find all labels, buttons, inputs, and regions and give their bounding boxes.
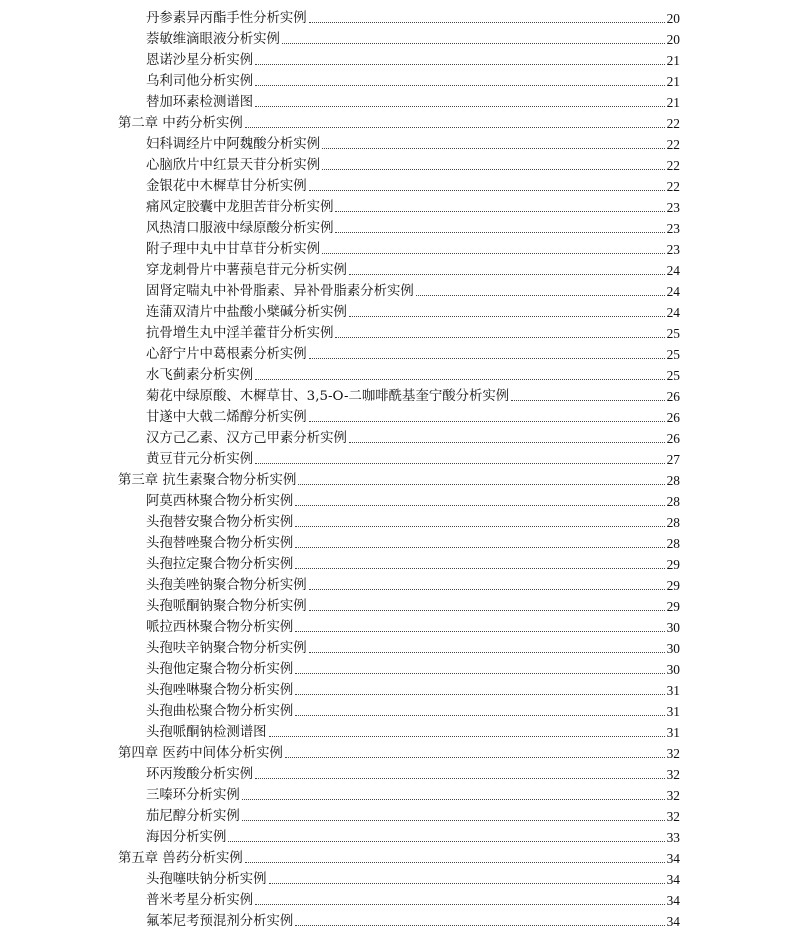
dot-leader (309, 589, 665, 590)
toc-item-row[interactable] (146, 888, 680, 909)
toc-page-number: 28 (666, 515, 680, 530)
toc-item-row[interactable] (146, 363, 680, 384)
toc-page-number: 30 (666, 620, 680, 635)
toc-page-number: 23 (666, 242, 680, 257)
toc-entry-title: 菊花中绿原酸、木樨草甘、3,5-O-二咖啡酰基奎宁酸分析实例 (146, 389, 510, 404)
toc-item-row[interactable] (146, 510, 680, 531)
dot-leader (309, 652, 665, 653)
toc-entry-title: 头孢曲松聚合物分析实例 (146, 704, 294, 719)
toc-item-row[interactable] (146, 573, 680, 594)
dot-leader (349, 316, 665, 317)
toc-item-row[interactable] (146, 6, 680, 27)
toc-page-number: 29 (666, 578, 680, 593)
toc-page-number: 32 (666, 788, 680, 803)
dot-leader (511, 400, 664, 401)
toc-item-row[interactable] (146, 384, 680, 405)
toc-item-row[interactable] (146, 636, 680, 657)
toc-entry-title: 阿莫西林聚合物分析实例 (146, 494, 294, 509)
toc-page-number: 31 (666, 704, 680, 719)
toc-item-row[interactable] (146, 321, 680, 342)
toc-item-row[interactable] (146, 804, 680, 825)
dot-leader (255, 778, 664, 779)
dot-leader (349, 274, 665, 275)
toc-entry-title: 头孢他定聚合物分析实例 (146, 662, 294, 677)
toc-page-number: 22 (666, 137, 680, 152)
toc-item-row[interactable] (146, 48, 680, 69)
dot-leader (295, 631, 664, 632)
toc-item-row[interactable] (146, 405, 680, 426)
toc-entry-title: 头孢美唑钠聚合物分析实例 (146, 578, 307, 593)
toc-item-row[interactable] (146, 531, 680, 552)
toc-item-row[interactable] (146, 867, 680, 888)
dot-leader (335, 211, 664, 212)
toc-item-row[interactable] (146, 489, 680, 510)
toc-entry-title: 附子理中丸中甘草苷分析实例 (146, 242, 321, 257)
toc-entry-title: 头孢唑啉聚合物分析实例 (146, 683, 294, 698)
toc-entry-title: 哌拉西林聚合物分析实例 (146, 620, 294, 635)
toc-entry-title: 头孢呋辛钠聚合物分析实例 (146, 641, 307, 656)
toc-item-row[interactable] (146, 825, 680, 846)
toc-chapter-row[interactable] (118, 846, 680, 867)
toc-entry-title: 黄豆苷元分析实例 (146, 452, 254, 467)
toc-entry-title: 第二章 中药分析实例 (118, 116, 243, 131)
toc-page-number: 21 (666, 95, 680, 110)
toc-entry-title: 金银花中木樨草甘分析实例 (146, 179, 307, 194)
toc-entry-title: 头孢替唑聚合物分析实例 (146, 536, 294, 551)
toc-item-row[interactable] (146, 69, 680, 90)
toc-item-row[interactable] (146, 762, 680, 783)
toc-entry-title: 头孢噻呋钠分析实例 (146, 872, 267, 887)
dot-leader (295, 526, 664, 527)
table-of-contents (0, 6, 800, 930)
toc-page-number: 22 (666, 116, 680, 131)
toc-page-number: 30 (666, 641, 680, 656)
toc-page-number: 24 (666, 263, 680, 278)
dot-leader (269, 883, 665, 884)
dot-leader (309, 610, 665, 611)
toc-entry-title: 心脑欣片中红景天苷分析实例 (146, 158, 321, 173)
toc-item-row[interactable] (146, 909, 680, 930)
dot-leader (416, 295, 665, 296)
toc-entry-title: 痛风定胶囊中龙胆苦苷分析实例 (146, 200, 334, 215)
toc-page-number: 33 (666, 830, 680, 845)
toc-item-row[interactable] (146, 153, 680, 174)
toc-chapter-row[interactable] (118, 741, 680, 762)
toc-page-number: 32 (666, 746, 680, 761)
dot-leader (295, 505, 664, 506)
toc-item-row[interactable] (146, 300, 680, 321)
toc-entry-title: 第五章 兽药分析实例 (118, 851, 243, 866)
toc-page-number: 29 (666, 557, 680, 572)
toc-page-number: 23 (666, 200, 680, 215)
dot-leader (245, 127, 665, 128)
toc-entry-title: 头孢替安聚合物分析实例 (146, 515, 294, 530)
dot-leader (255, 904, 664, 905)
toc-entry-title: 茄尼醇分析实例 (146, 809, 240, 824)
toc-page-number: 25 (666, 347, 680, 362)
dot-leader (228, 841, 664, 842)
toc-item-row[interactable] (146, 426, 680, 447)
toc-item-row[interactable] (146, 27, 680, 48)
toc-page-number: 34 (666, 851, 680, 866)
toc-item-row[interactable] (146, 174, 680, 195)
dot-leader (322, 148, 665, 149)
toc-entry-title: 水飞蓟素分析实例 (146, 368, 254, 383)
toc-entry-title: 固肾定喘丸中补骨脂素、异补骨脂素分析实例 (146, 284, 414, 299)
toc-entry-title: 恩诺沙星分析实例 (146, 53, 254, 68)
toc-entry-title: 头孢拉定聚合物分析实例 (146, 557, 294, 572)
toc-entry-title: 萘敏维滴眼液分析实例 (146, 32, 280, 47)
toc-item-row[interactable] (146, 657, 680, 678)
toc-page-number: 31 (666, 725, 680, 740)
toc-entry-title: 穿龙刺骨片中薯蓣皂苷元分析实例 (146, 263, 347, 278)
toc-item-row[interactable] (146, 195, 680, 216)
toc-entry-title: 第四章 医药中间体分析实例 (118, 746, 283, 761)
toc-page-number: 26 (666, 389, 680, 404)
toc-entry-title: 第三章 抗生素聚合物分析实例 (118, 473, 297, 488)
dot-leader (335, 337, 664, 338)
toc-page-number: 22 (666, 179, 680, 194)
toc-item-row[interactable] (146, 279, 680, 300)
toc-page-number: 23 (666, 221, 680, 236)
dot-leader (322, 169, 665, 170)
toc-page-number: 25 (666, 326, 680, 341)
toc-page-number: 20 (666, 32, 680, 47)
toc-entry-title: 头孢哌酮钠检测谱图 (146, 725, 267, 740)
dot-leader (255, 106, 664, 107)
toc-entry-title: 海因分析实例 (146, 830, 227, 845)
toc-page-number: 28 (666, 473, 680, 488)
toc-item-row[interactable] (146, 216, 680, 237)
dot-leader (255, 463, 664, 464)
dot-leader (255, 64, 664, 65)
toc-page-number: 25 (666, 368, 680, 383)
toc-entry-title: 氟苯尼考预混剂分析实例 (146, 914, 294, 929)
toc-page-number: 32 (666, 809, 680, 824)
toc-chapter-row[interactable] (118, 468, 680, 489)
toc-entry-title: 风热清口服液中绿原酸分析实例 (146, 221, 334, 236)
toc-page-number: 34 (666, 872, 680, 887)
toc-page-number: 34 (666, 914, 680, 929)
dot-leader (282, 43, 665, 44)
dot-leader (295, 568, 664, 569)
toc-entry-title: 头孢哌酮钠聚合物分析实例 (146, 599, 307, 614)
dot-leader (295, 715, 664, 716)
toc-page-number: 30 (666, 662, 680, 677)
toc-entry-title: 心舒宁片中葛根素分析实例 (146, 347, 307, 362)
toc-item-row[interactable] (146, 699, 680, 720)
dot-leader (309, 22, 665, 23)
toc-page-number: 24 (666, 305, 680, 320)
toc-page-number: 21 (666, 74, 680, 89)
toc-page-number: 32 (666, 767, 680, 782)
toc-entry-title: 普米考星分析实例 (146, 893, 254, 908)
toc-item-row[interactable] (146, 342, 680, 363)
toc-item-row[interactable] (146, 783, 680, 804)
dot-leader (335, 232, 664, 233)
dot-leader (309, 190, 665, 191)
dot-leader (242, 799, 665, 800)
toc-item-row[interactable] (146, 720, 680, 741)
toc-item-row[interactable] (146, 615, 680, 636)
dot-leader (295, 547, 664, 548)
toc-page-number: 24 (666, 284, 680, 299)
toc-item-row[interactable] (146, 90, 680, 111)
dot-leader (309, 358, 665, 359)
dot-leader (309, 421, 665, 422)
toc-page-number: 21 (666, 53, 680, 68)
toc-entry-title: 三嗪环分析实例 (146, 788, 240, 803)
toc-entry-title: 环丙羧酸分析实例 (146, 767, 254, 782)
toc-page-number: 28 (666, 536, 680, 551)
dot-leader (285, 757, 665, 758)
dot-leader (255, 85, 664, 86)
dot-leader (245, 862, 665, 863)
toc-page-number: 20 (666, 11, 680, 26)
dot-leader (298, 484, 664, 485)
toc-entry-title: 抗骨增生丸中淫羊藿苷分析实例 (146, 326, 334, 341)
dot-leader (349, 442, 665, 443)
dot-leader (255, 379, 664, 380)
toc-page-number: 28 (666, 494, 680, 509)
toc-entry-title: 妇科调经片中阿魏酸分析实例 (146, 137, 321, 152)
toc-page-number: 27 (666, 452, 680, 467)
dot-leader (269, 736, 665, 737)
toc-chapter-row[interactable] (118, 111, 680, 132)
dot-leader (295, 673, 664, 674)
dot-leader (322, 253, 665, 254)
dot-leader (242, 820, 665, 821)
toc-entry-title: 乌利司他分析实例 (146, 74, 254, 89)
toc-page-number: 31 (666, 683, 680, 698)
dot-leader (295, 694, 664, 695)
toc-item-row[interactable] (146, 678, 680, 699)
toc-page-number: 26 (666, 410, 680, 425)
toc-entry-title: 替加环素检测谱图 (146, 95, 254, 110)
toc-item-row[interactable] (146, 552, 680, 573)
toc-item-row[interactable] (146, 132, 680, 153)
dot-leader (295, 925, 664, 926)
toc-item-row[interactable] (146, 237, 680, 258)
toc-entry-title: 连蒲双清片中盐酸小檗碱分析实例 (146, 305, 347, 320)
toc-page-number: 26 (666, 431, 680, 446)
toc-entry-title: 甘遂中大戟二烯醇分析实例 (146, 410, 307, 425)
toc-entry-title: 汉方己乙素、汉方己甲素分析实例 (146, 431, 347, 446)
toc-page-number: 29 (666, 599, 680, 614)
toc-item-row[interactable] (146, 594, 680, 615)
toc-page-number: 22 (666, 158, 680, 173)
toc-item-row[interactable] (146, 258, 680, 279)
toc-page-number: 34 (666, 893, 680, 908)
toc-entry-title: 丹参素异丙酯手性分析实例 (146, 11, 307, 26)
toc-item-row[interactable] (146, 447, 680, 468)
